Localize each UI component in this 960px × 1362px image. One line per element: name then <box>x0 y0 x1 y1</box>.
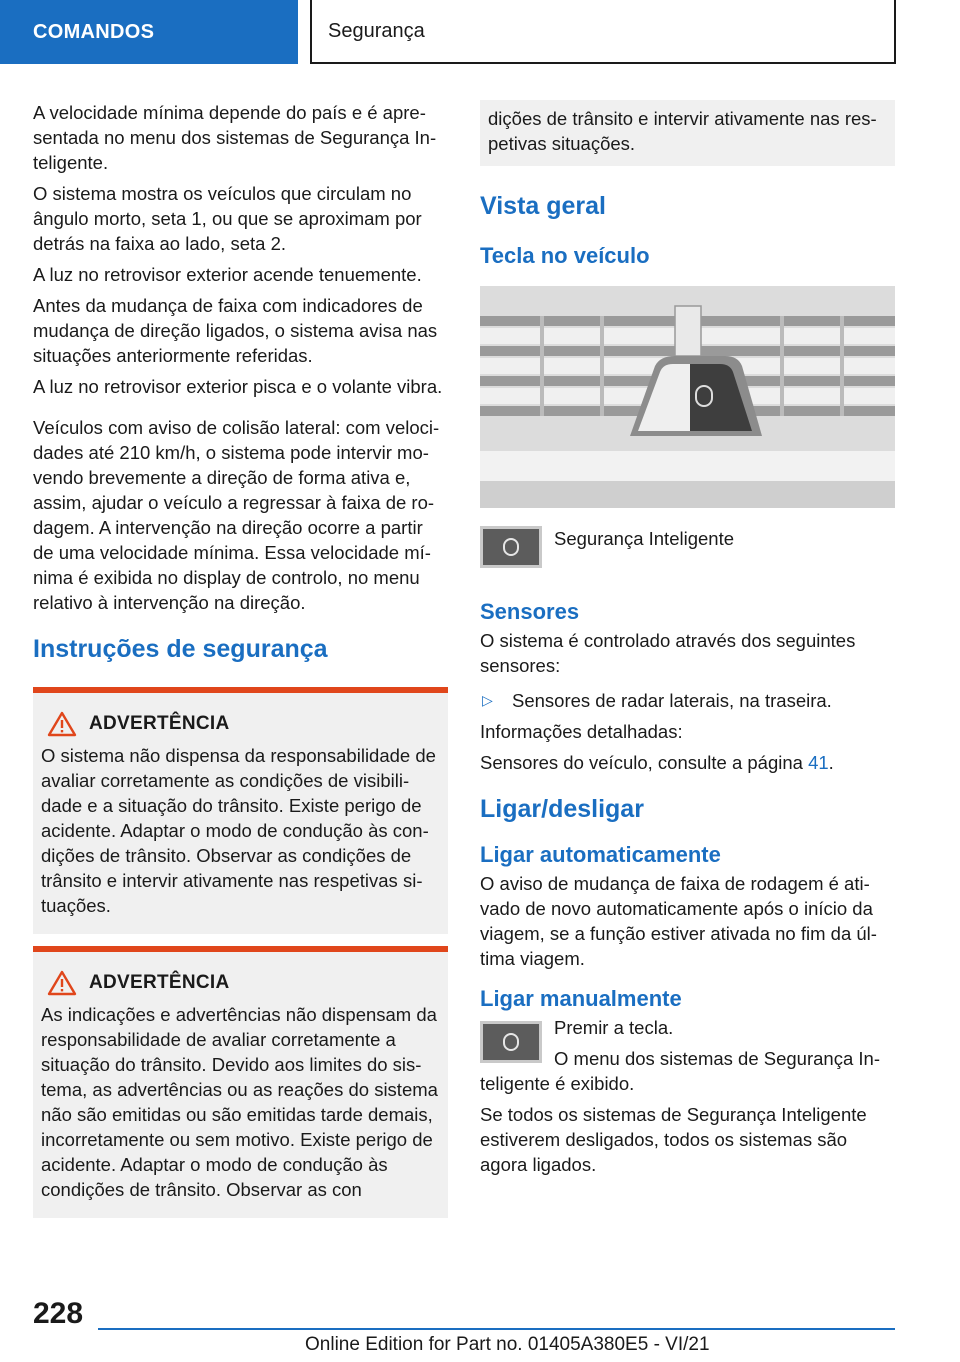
heading-safety: Instruções de segurança <box>33 635 328 663</box>
warning-text: As indicações e advertências não dispensam da responsabilidade de avaliar corretamente a situação do trânsito. Devido aos limites do sistema, as advertências ou as reações do sistema não são emitidas ou são emitidas tarde demais, incorretamente ou sem motivo. Existe perigo de acidente. Adaptar o modo de condução às condições de trânsito. Observar as con <box>41 1004 438 1200</box>
manual-step <box>480 1015 895 1040</box>
period: . <box>828 752 834 773</box>
warning-box <box>33 946 448 1218</box>
continued-box <box>480 100 895 166</box>
paragraph <box>480 750 895 775</box>
step-text: Premir a tecla. <box>554 1017 674 1038</box>
list-item-text: Sensores de radar laterais, na traseira. <box>512 690 832 711</box>
heading-button: Tecla no veículo <box>480 243 650 268</box>
paragraph: Veículos com aviso de colisão lateral: com velocidades até 210 km/h, o sistema pode intervir movendo brevemente a direção de forma ativa e, assim, ajudar o veículo a regressar à faixa de rodagem. A intervenção na direção ocorre a partir de uma velocidade mínima. Essa velocidade mínima é exibida no display de controlo, no menu relativo à intervenção na direção. <box>33 417 440 613</box>
page-number: 228 <box>33 1297 84 1330</box>
paragraph: A luz no retrovisor exterior pisca e o volante vibra. <box>33 376 443 397</box>
paragraph: A velocidade mínima depende do país e é apresentada no menu dos sistemas de Segurança Inteligente. <box>33 102 437 173</box>
warning-triangle-icon <box>47 711 77 737</box>
warning-title: ADVERTÊNCIA <box>89 713 230 734</box>
button-caption: Segurança Inteligente <box>554 528 734 549</box>
heading-auto: Ligar automaticamente <box>480 842 721 867</box>
right-column <box>480 100 895 1183</box>
paragraph: O menu dos sistemas de Segurança Inteligente é exibido. <box>480 1048 880 1094</box>
left-column <box>33 100 448 1218</box>
safety-button-icon <box>480 526 542 568</box>
heading-overview: Vista geral <box>480 192 607 220</box>
warning-text: O sistema não dispensa da responsabilidade de avaliar corretamente as condições de visibilidade e a situação do trânsito. Existe perigo de acidente. Adaptar o modo de condução às condições de trânsito. Observar as condições de trânsito e intervir ativamente nas respetivas situações. <box>41 745 436 916</box>
section-tab: COMANDOS <box>0 0 298 64</box>
heading-sensors: Sensores <box>480 599 580 624</box>
warning-box <box>33 687 448 934</box>
paragraph: O aviso de mudança de faixa de rodagem é ativado de novo automaticamente após o início da viagem, se a função estiver ativada no fim da última viagem. <box>480 873 877 969</box>
vehicle-button-photo <box>480 286 895 508</box>
paragraph: Antes da mudança de faixa com indicadores de mudança de direção ligados, o sistema avisa nas situações anteriormente referidas. <box>33 295 438 366</box>
button-legend <box>480 524 895 594</box>
console-illustration <box>480 286 895 508</box>
bullet-triangle-icon: ▷ <box>482 692 493 708</box>
paragraph: Se todos os sistemas de Segurança Inteligente estiverem desligados, todos os sistemas são agora ligados. <box>480 1104 867 1175</box>
safety-button-icon <box>480 1021 542 1063</box>
paragraph: O sistema é controlado através dos seguintes sensores: <box>480 630 856 676</box>
paragraph: A luz no retrovisor exterior acende tenuemente. <box>33 264 422 285</box>
paragraph: dições de trânsito e intervir ativamente nas respetivas situações. <box>488 108 877 154</box>
paragraph: Informações detalhadas: <box>480 721 683 742</box>
list-item <box>480 688 895 713</box>
page-section-title: Segurança <box>310 0 896 64</box>
warning-title: ADVERTÊNCIA <box>89 972 230 993</box>
edition-text: Online Edition for Part no. 01405A380E5 - VI/21 <box>305 1334 710 1355</box>
warning-triangle-icon <box>47 970 77 996</box>
paragraph: O sistema mostra os veículos que circulam no ângulo morto, seta 1, ou que se aproximam por detrás na faixa ao lado, seta 2. <box>33 183 422 254</box>
footer-divider <box>98 1328 895 1330</box>
heading-onoff: Ligar/desligar <box>480 795 644 823</box>
cross-reference-text: Sensores do veículo, consulte a página <box>480 752 809 773</box>
heading-manual: Ligar manualmente <box>480 986 682 1011</box>
page-link[interactable]: 41 <box>808 752 829 773</box>
